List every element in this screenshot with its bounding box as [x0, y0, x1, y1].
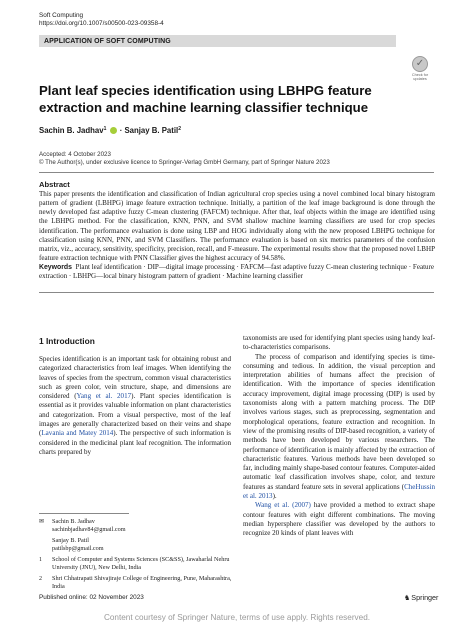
citation-link[interactable]: CheHussin et al. 2013: [243, 482, 435, 501]
courtesy-notice: Content courtesy of Springer Nature, terms of use apply. Rights reserved.: [103, 613, 371, 622]
second-author-footnote: [39, 537, 231, 553]
publisher-name: Springer: [411, 593, 439, 602]
intro-paragraph-1-continued: taxonomists are used for identifying plant species using handy leaf-to-characteristics comparisons.: [243, 334, 435, 352]
introduction-right-column: [243, 334, 435, 539]
corresponding-author-email[interactable]: sachinbjadhav84@gmail.com: [52, 526, 126, 533]
keywords-text: Plant leaf identification · DIP—digital image processing · FAFCM—fast adaptive fuzzy C-mean clustering technique · Feature extraction · LBHPG—local binary histogram pattern of gradient · Machine learning classifier: [39, 263, 435, 281]
affiliation-2-mark: 2: [39, 576, 42, 582]
affiliation-1-text: School of Computer and Systems Sciences (SC&SS), Jawaharlal Nehru University (JNU), New Delhi, India: [52, 556, 230, 571]
email-icon: ✉: [39, 519, 45, 525]
springer-horse-icon: ♞: [404, 594, 411, 602]
affiliation-2-text: Shri Chhatrapati Shivajiraje College of Engineering, Pune, Maharashtra, India: [52, 575, 232, 590]
author-1-affiliation-mark: 1: [103, 126, 107, 132]
abstract-body: This paper presents the identification and classification of Indian agricultural crop species using a novel combined local binary histogram pattern of gradient (LBHPG) image feature extraction technique. Initially, a partition of the leaf image background is done through the newly developed fast adaptive fuzzy C-mean clustering (FAFCM) technique. After that, leaf objects within the image are identified using the LBHPG method. For the classification, KNN, PNN, and SVM shallow machine learning classifiers are used for crop species identification. The performance evaluation is done using LBP and HOG individually along with the new proposed LBHPG technique for classification using KNN, PNN, and SVM Classifiers. The performance evaluation is based on six metrics parameters of the confusion matrix, viz., accuracy, sensitivity, specificity, precision, recall, and F-measure. The experimental results show that the proposed novel LBHP feature extraction technique with PNN Classifier gives the highest accuracy of 94.58%.: [39, 190, 435, 263]
section-banner-label: APPLICATION OF SOFT COMPUTING: [44, 38, 171, 45]
affiliation-1-mark: 1: [39, 557, 42, 563]
copyright-notice: © The Author(s), under exclusive licence to Springer-Verlag GmbH Germany, part of Springer Nature 2023: [39, 159, 330, 166]
doi-link[interactable]: https://doi.org/10.1007/s00500-023-09358-4: [39, 20, 164, 27]
affiliation-2: [39, 575, 231, 591]
citation-link[interactable]: Lavania and Matey 2014: [41, 429, 114, 438]
journal-name: Soft Computing: [39, 12, 84, 19]
corresponding-author-footnote: [39, 518, 231, 534]
check-badge-label: Check for updates: [411, 73, 429, 82]
article-title: Plant leaf species identification using LBHPG feature extraction and machine learning classifier technique: [39, 83, 372, 115]
author-2-name[interactable]: Sanjay B. Patil: [124, 126, 179, 135]
section-heading-introduction: 1 Introduction: [39, 336, 95, 346]
check-mark-icon: ✓: [415, 58, 425, 69]
author-1-name[interactable]: Sachin B. Jadhav: [39, 126, 104, 135]
intro-paragraph-1: Species identification is an important task for obtaining robust and categorized characteristics from leaf images. When identifying the leaves of species from the spectrum, common visual characteristics such as green color, vein structure, shape, and dimensions are considered (Yang et al. 2017). Plant species identification is essential as it provides valuable information on plant characteristics and categorization. From a visual perspective, most of the leaf images are generally characterized based on their veins and shape (Lavania and Matey 2014). The perspective of such information is considered in the medicinal plant leaf recognition. The information charts prepared by: [39, 355, 232, 456]
intro-paragraph-2: The process of comparison and identifying species is time-consuming and tedious. In addition, the visual perception and interpretation abilities of humans affect the precision of identification. With the importance of species identification accuracy improvement, digital image processing (DIP) is used by taxonomists along with a pattern matching process. The DIP involves various stages, such as preprocessing, segmentation and morphological operations, feature extraction and recognition. In view of the promising results of DIP-based recognition, a variety of methods have been developed by various researchers. The performance of identification is mainly affected by the extraction of characteristic features. Various methods have been developed so far, including mainly shape-based contour features. Computer-aided automatic leaf classification involves shape, color, and texture features as standard feature sets in several applications (CheHussin et al. 2013).: [243, 352, 435, 501]
affiliation-1: [39, 556, 231, 572]
author-separator: ·: [117, 126, 125, 135]
publisher-logo: [404, 593, 438, 603]
author-2-affiliation-mark: 2: [178, 126, 181, 132]
second-author-name: Sanjay B. Patil: [52, 537, 89, 544]
footnote-divider: [39, 513, 129, 514]
keywords-block: [39, 263, 435, 282]
check-for-updates-badge[interactable]: [409, 56, 431, 82]
author-list: [39, 124, 181, 136]
accepted-date: Accepted: 4 October 2023: [39, 151, 111, 158]
citation-link[interactable]: Wang et al. (2007): [255, 501, 311, 510]
citation-link[interactable]: Yang et al. 2017: [76, 392, 132, 401]
abstract-heading: Abstract: [39, 180, 70, 189]
orcid-icon[interactable]: [110, 127, 117, 134]
corresponding-author-name: Sachin B. Jadhav: [52, 518, 95, 525]
introduction-left-column: [39, 355, 231, 457]
keywords-heading: Keywords: [39, 264, 72, 271]
second-author-email[interactable]: patilsbp@gmail.com: [52, 545, 104, 552]
header-divider: [39, 172, 434, 173]
intro-paragraph-3: Wang et al. (2007) have provided a method to extract shape contour features with eight different combinations. The moving median hypersphere classifier was developed by the authors to recognize 20 kinds of plant leaves with: [243, 501, 435, 538]
published-date: Published online: 02 November 2023: [39, 594, 144, 601]
abstract-divider: [39, 292, 434, 293]
